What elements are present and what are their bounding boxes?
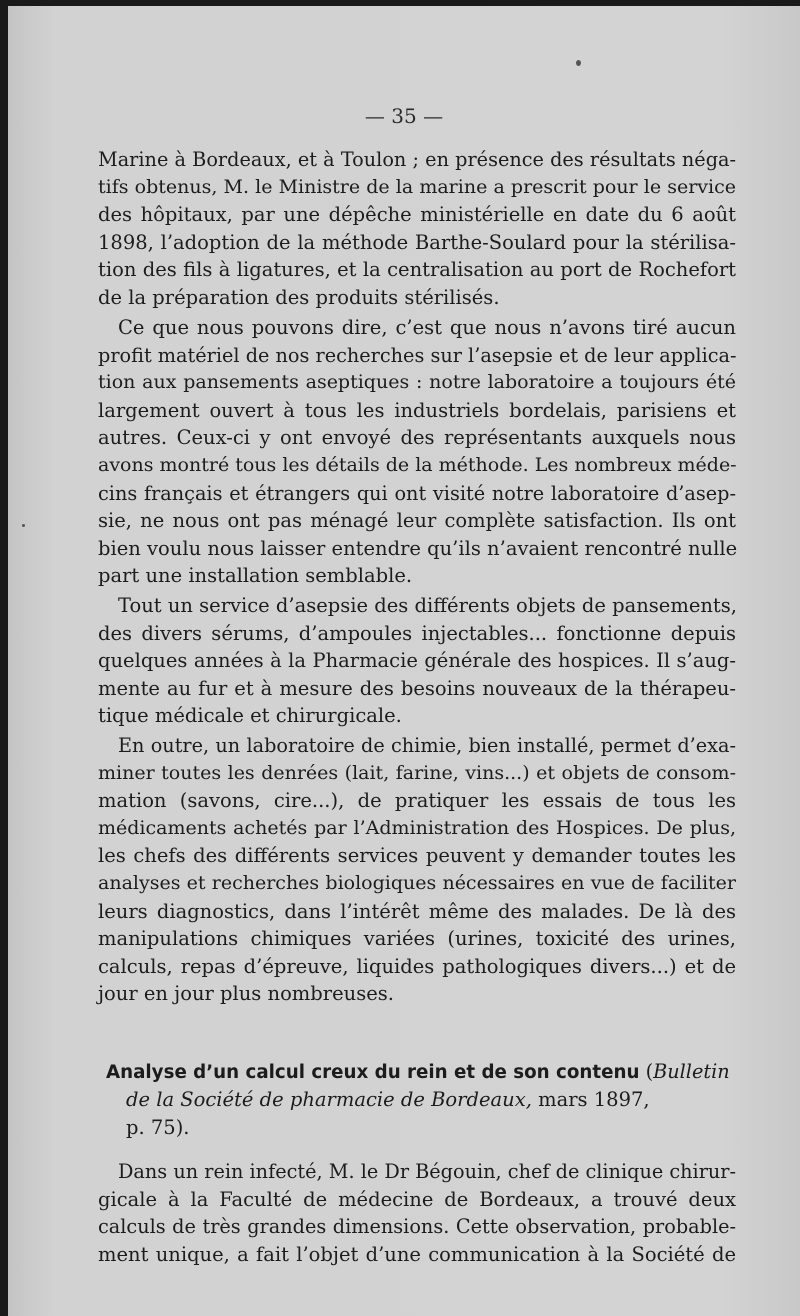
text-line: de la préparation des produits stérilisés.	[98, 285, 500, 309]
paragraph-3	[98, 592, 736, 730]
paragraph-4	[98, 732, 736, 1008]
text-line: Ce que nous pouvons dire, c’est que nous n’avons tiré aucun	[118, 316, 736, 339]
text-line: tion aux pansements aseptiques : notre laboratoire a toujours été	[98, 371, 736, 394]
text-line: leurs diagnostics, dans l’intérêt même des malades. De là des	[98, 899, 736, 923]
section-heading	[106, 1058, 736, 1142]
paragraph-1	[98, 146, 736, 312]
book-page	[8, 6, 800, 1316]
text-line: 1898, l’adoption de la méthode Barthe-Soulard pour la stérilisa-	[98, 230, 736, 254]
paragraph-5	[98, 1158, 736, 1268]
text-line: manipulations chimiques variées (urines, toxicité des urines,	[98, 927, 736, 951]
heading-ref-date: mars 1897,	[538, 1088, 650, 1111]
heading-line	[106, 1086, 736, 1114]
text-line: tique médicale et chirurgicale.	[98, 704, 402, 728]
text-line: mation (savons, cire...), de pratiquer les essais de tous les	[98, 789, 736, 813]
text-line: miner toutes les denrées (lait, farine, vins...) et objets de consom-	[98, 761, 736, 784]
text-line: Dans un rein infecté, M. le Dr Bégouin, chef de clinique chirur-	[118, 1160, 736, 1183]
page-number: — 35 —	[364, 104, 444, 128]
text-line: bien voulu nous laisser entendre qu’ils n’avaient rencontré nulle	[98, 536, 738, 560]
heading-ref-open: (	[645, 1060, 654, 1083]
text-line: calculs de très grandes dimensions. Cette observation, probable-	[98, 1215, 736, 1239]
text-line: largement ouvert à tous les industriels bordelais, parisiens et	[98, 398, 736, 422]
ink-speck	[576, 60, 581, 66]
text-line: profit matériel de nos recherches sur l’asepsie et de leur applica-	[98, 343, 737, 367]
text-line: des divers sérums, d’ampoules injectables... fonctionne depuis	[98, 621, 736, 645]
text-line: avons montré tous les détails de la méthode. Les nombreux méde-	[98, 453, 737, 476]
text-line: analyses et recherches biologiques nécessaires en vue de faciliter	[98, 871, 736, 894]
text-line: les chefs des différents services peuvent y demander toutes les	[98, 844, 736, 868]
paragraph-2	[98, 314, 736, 590]
heading-ref-page: p. 75).	[126, 1116, 190, 1139]
text-line: sie, ne nous ont pas ménagé leur complète satisfaction. Ils ont	[98, 509, 736, 533]
heading-ref-society: de la Société de pharmacie de Bordeaux,	[126, 1088, 532, 1111]
text-line: gicale à la Faculté de médecine de Bordeaux, a trouvé deux	[98, 1187, 736, 1211]
text-line: ment unique, a fait l’objet d’une communication à la Société de	[98, 1242, 736, 1266]
text-line: des hôpitaux, par une dépêche ministérielle en date du 6 août	[98, 203, 736, 227]
ink-speck	[22, 524, 25, 527]
text-line: part une installation semblable.	[98, 564, 413, 588]
text-line: tion des fils à ligatures, et la centralisation au port de Rochefort	[98, 258, 736, 282]
text-line: cins français et étrangers qui ont visité notre laboratoire d’asep-	[98, 481, 736, 505]
text-line: Tout un service d’asepsie des différents objets de pansements,	[118, 594, 737, 617]
heading-line	[106, 1058, 736, 1086]
text-line: En outre, un laboratoire de chimie, bien installé, permet d’exa-	[118, 734, 736, 757]
text-line: tifs obtenus, M. le Ministre de la marine a prescrit pour le service	[98, 175, 736, 198]
heading-line	[106, 1114, 736, 1142]
text-line: Marine à Bordeaux, et à Toulon ; en présence des résultats néga-	[98, 148, 736, 171]
heading-ref-bulletin: Bulletin	[653, 1060, 730, 1083]
text-line: quelques années à la Pharmacie générale des hospices. Il s’aug-	[98, 649, 736, 673]
heading-title: Analyse d’un calcul creux du rein et de son contenu	[106, 1062, 640, 1083]
text-line: autres. Ceux-ci y ont envoyé des représentants auxquels nous	[98, 426, 736, 450]
text-line: jour en jour plus nombreuses.	[98, 982, 394, 1006]
text-line: mente au fur et à mesure des besoins nouveaux de la thérapeu-	[98, 676, 736, 700]
text-line: médicaments achetés par l’Administration des Hospices. De plus,	[98, 816, 736, 839]
text-line: calculs, repas d’épreuve, liquides pathologiques divers...) et de	[98, 954, 736, 978]
